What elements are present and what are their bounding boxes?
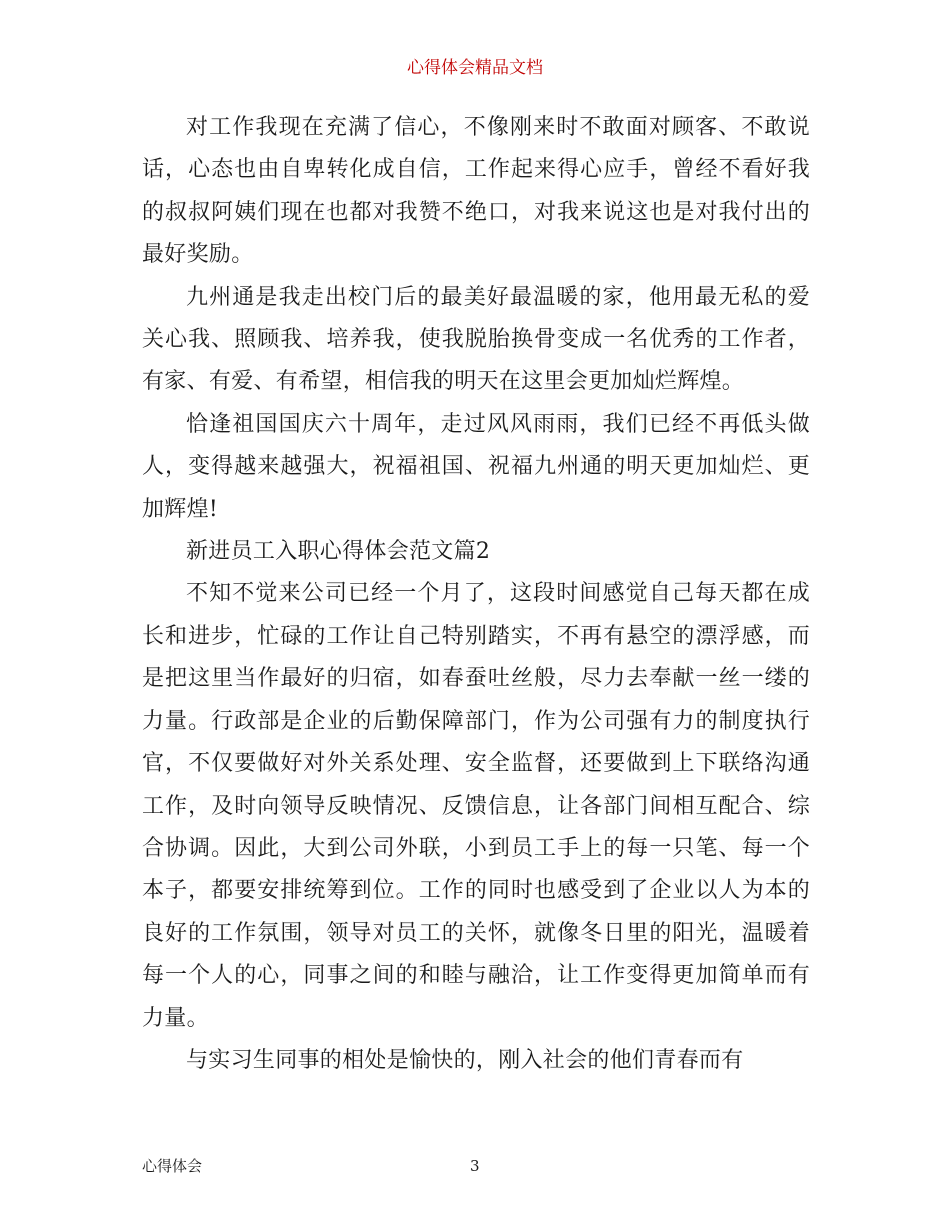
page-number: 3 (470, 1157, 480, 1175)
section-heading: 新进员工入职心得体会范文篇2 (186, 539, 491, 565)
paragraph: 九州通是我走出校门后的最美好最温暖的家，他用最无私的爱关心我、照顾我、培养我，使我脱胎换骨变成一名优秀的工作者，有家、有爱、有希望，相信我的明天在这里会更加灿烂辉煌。 (142, 284, 810, 395)
paragraph: 不知不觉来公司已经一个月了，这段时间感觉自己每天都在成长和进步，忙碌的工作让自己特别踏实，不再有悬空的漂浮感，而是把这里当作最好的归宿，如春蚕吐丝般，尽力去奉献一丝一缕的力量。行政部是企业的后勤保障部门，作为公司强有力的制度执行官，不仅要做好对外关系处理、安全监督，还要做到上下联络沟通工作，及时向领导反映情况、反馈信息，让各部门间相互配合、综合协调。因此，大到公司外联，小到员工手上的每一只笔、每一个本子，都要安排统筹到位。工作的同时也感受到了企业以人为本的良好的工作氛围，领导对员工的关怀，就像冬日里的阳光，温暖着每一个人的心，同事之间的和睦与融洽，让工作变得更加简单而有力量。 (142, 581, 810, 1031)
paragraph: 对工作我现在充满了信心，不像刚来时不敢面对顾客、不敢说话，心态也由自卑转化成自信，工作起来得心应手，曾经不看好我的叔叔阿姨们现在也都对我赞不绝口，对我来说这也是对我付出的最好奖励。 (142, 115, 810, 268)
page-footer (142, 1156, 810, 1176)
page-header-title: 心得体会精品文档 (407, 58, 543, 78)
paragraph: 与实习生同事的相处是愉快的，刚入社会的他们青春而有 (186, 1047, 744, 1073)
footer-label: 心得体会 (142, 1157, 203, 1175)
paragraph: 恰逢祖国国庆六十周年，走过风风雨雨，我们已经不再低头做人，变得越来越强大，祝福祖国、祝福九州通的明天更加灿烂、更加辉煌! (142, 411, 810, 522)
document-body (142, 107, 810, 1082)
